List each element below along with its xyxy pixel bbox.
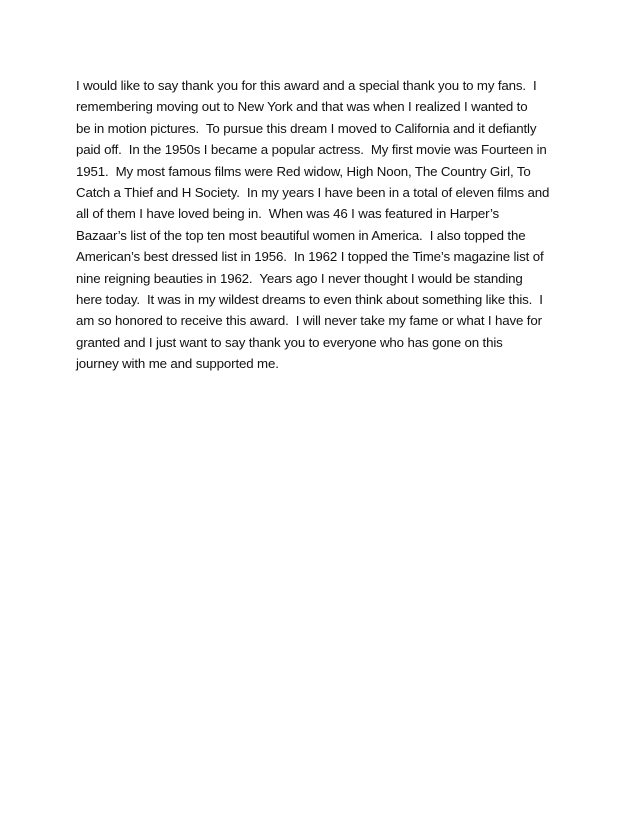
paragraph-line: here today. It was in my wildest dreams to even think about something like this. I <box>76 291 543 307</box>
paragraph-line: nine reigning beauties in 1962. Years ago I never thought I would be standing <box>76 270 523 286</box>
paragraph-line: journey with me and supported me. <box>76 356 279 372</box>
paragraph-line: American’s best dressed list in 1956. In 1962 I topped the Time’s magazine list of <box>76 249 544 265</box>
paragraph-line: 1951. My most famous films were Red widow, High Noon, The Country Girl, To <box>76 163 531 179</box>
paragraph-line: I would like to say thank you for this award and a special thank you to my fans. I <box>76 78 537 93</box>
paragraph-line: be in motion pictures. To pursue this dream I moved to California and it defiantly <box>76 120 537 136</box>
paragraph-line: am so honored to receive this award. I will never take my fame or what I have for <box>76 313 542 329</box>
paragraph-line: granted and I just want to say thank you to everyone who has gone on this <box>76 334 503 350</box>
paragraph-line: Bazaar’s list of the top ten most beautiful women in America. I also topped the <box>76 227 526 243</box>
paragraph-line: remembering moving out to New York and that was when I realized I wanted to <box>76 99 528 115</box>
paragraph-line: paid off. In the 1950s I became a popular actress. My first movie was Fourteen in <box>76 142 547 158</box>
paragraph-line: all of them I have loved being in. When was 46 I was featured in Harper’s <box>76 206 500 222</box>
paragraph-line: Catch a Thief and H Society. In my years I have been in a total of eleven films and <box>76 184 550 200</box>
speech-paragraph <box>76 75 576 374</box>
